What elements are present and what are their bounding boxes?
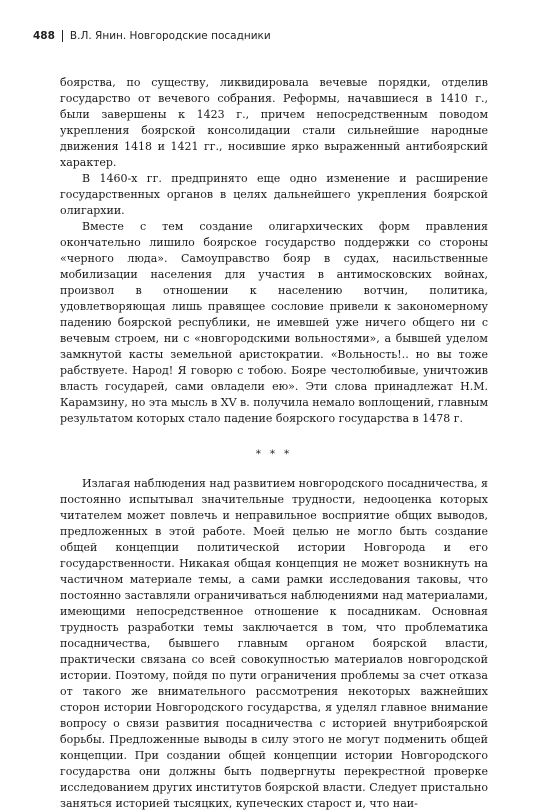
paragraph-continued: боярства, по существу, ликвидировала вечевые порядки, отделив государство от вечевого собрания. Реформы, начавшиеся в 1410 г., были завершены к 1423 г., причем непосредственным поводом укрепления боярской консолидации стали сильнейшие народные движения 1418 и 1421 гг., носившие ярко выраженный антибоярский характер.: [60, 76, 488, 169]
header-divider: [62, 30, 63, 42]
running-title: В.Л. Янин. Новгородские посадники: [69, 30, 271, 42]
page-number: 488: [33, 30, 55, 42]
paragraph: Излагая наблюдения над развитием новгородского посадничества, я постоянно испытывал значительные трудности, недооценка которых читателем может повлечь и неправильное восприятие общих выводов, предложенных в этой работе. Моей целью не могло быть создание общей концепции политической истории Новгорода и его государственности. Никакая общая концепция не может возникнуть на частичном материале темы, а сами рамки исследования таковы, что постоянно заставляли ограничиваться наблюдениями над материалами, имеющими непосредственное отношение к посадникам. Основная трудность разработки темы заключается в том, что проблематика посадничества, бывшего главным органом боярской власти, практически связана со всей совокупностью материалов новгородской истории. Поэтому, пойдя по пути ограничения проблемы за счет отказа от такого же внимательного рассмотрения некоторых важнейших сторон истории Новгородского государства, я уделял главное внимание вопросу о связи развития посадничества с историей внутрибоярской борьбы. Предложенные выводы в силу этого не могут подменить общей концепции. При создании общей концепции истории Новгородского государства они должны быть подвергнуты перекрестной проверке исследованием других институтов боярской власти. Следует пристально заняться историей тысяцких, купеческих старост и, что наи-: [60, 477, 488, 810]
section-separator: * * *: [255, 449, 293, 460]
paragraph: В 1460-х гг. предпринято еще одно изменение и расширение государственных органов в целях дальнейшего укрепления боярской олигархии.: [60, 172, 488, 217]
paragraph: Вместе с тем создание олигархических форм правления окончательно лишило боярское государство поддержки со стороны «черного люда». Самоуправство бояр в судах, насильственные мобилизации населения для участия в антимосковских войнах, произвол в отношении к населению вотчин, политика, удовлетворяющая лишь правящее сословие привели к закономерному падению боярской республики, не имевшей уже ничего общего ни с вечевым строем, ни с «новгородскими вольностями», а бывшей уделом замкнутой касты земельной аристократии. «Вольность!.. но вы тоже рабствуете. Народ! Я говорю с тобою. Бояре честолюбивые, уничтожив власть государей, сами овладели ею». Эти слова принадлежат Н.М. Карамзину, но эта мысль в XV в. получила немало воплощений, главным результатом которых стало падение боярского государства в 1478 г.: [60, 220, 488, 425]
body-text: [60, 75, 488, 812]
running-header: [33, 30, 500, 42]
